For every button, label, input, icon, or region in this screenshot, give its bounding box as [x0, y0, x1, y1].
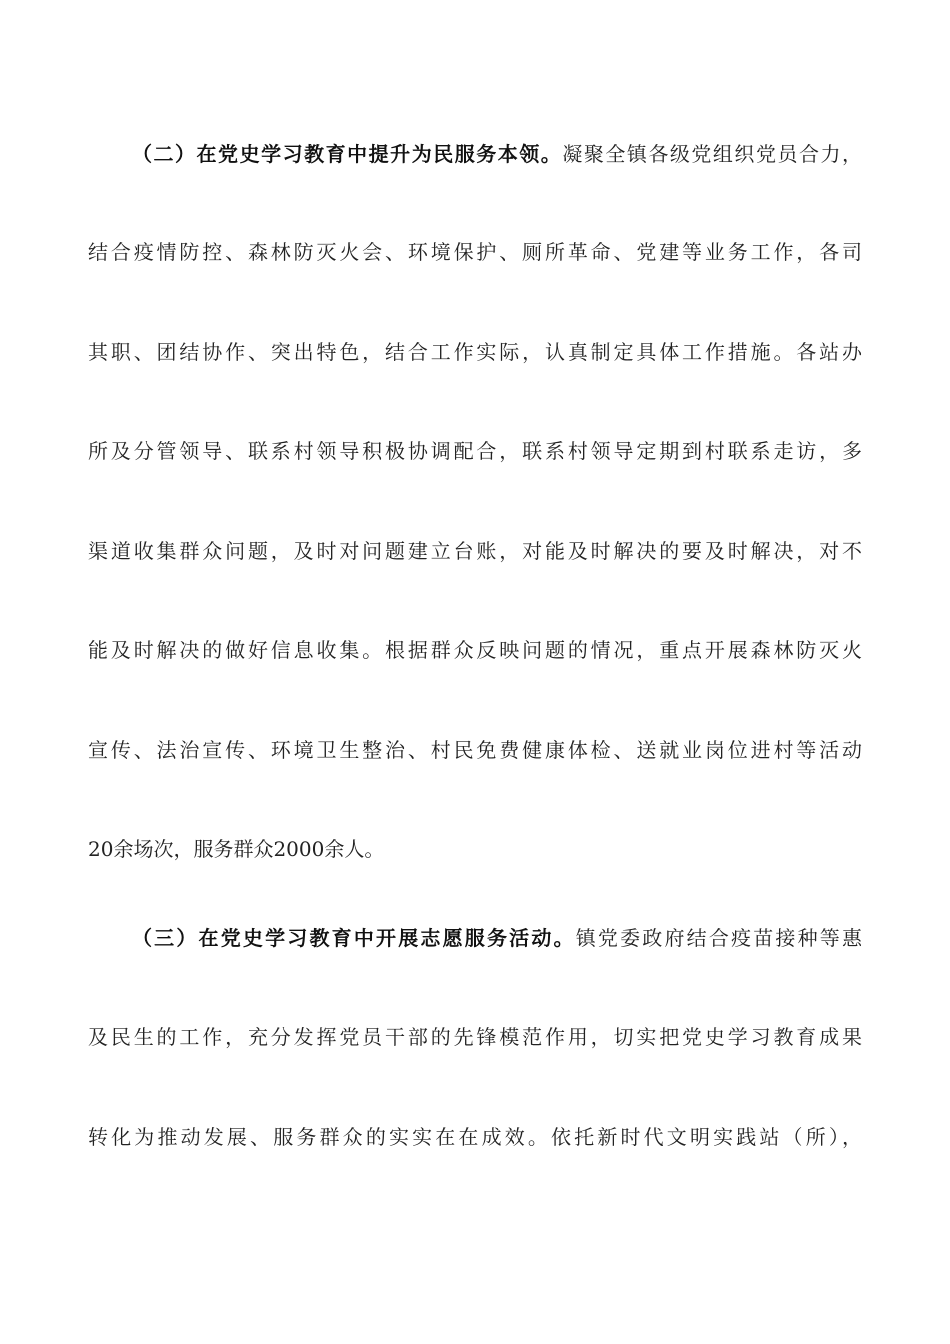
section-2-line-1 [132, 140, 862, 168]
section-2-line-4: 所及分管领导、联系村领导积极协调配合，联系村领导定期到村联系走访，多 [88, 439, 862, 463]
section-3-heading: （三）在党史学习教育中开展志愿服务活动。 [132, 926, 576, 950]
section-2-line-2: 结合疫情防控、森林防灭火会、环境保护、厕所革命、党建等业务工作，各司 [88, 240, 862, 264]
section-2-line-5: 渠道收集群众问题，及时对问题建立台账，对能及时解决的要及时解决，对不 [88, 539, 862, 563]
section-2-line-7: 宣传、法治宣传、环境卫生整治、村民免费健康体检、送就业岗位进村等活动 [88, 738, 862, 762]
section-3-text: 镇党委政府结合疫苗接种等惠 [575, 926, 862, 950]
section-2-line-3: 其职、团结协作、突出特色，结合工作实际，认真制定具体工作措施。各站办 [88, 340, 862, 364]
section-2-text: 凝聚全镇各级党组织党员合力， [562, 142, 863, 166]
section-3-line-1 [132, 924, 862, 952]
section-2-heading: （二）在党史学习教育中提升为民服务本领。 [132, 142, 563, 166]
section-2-line-8: 20余场次，服务群众2000余人。 [88, 837, 385, 861]
section-3-line-2: 及民生的工作，充分发挥党员干部的先锋模范作用，切实把党史学习教育成果 [88, 1025, 862, 1049]
section-3-line-3: 转化为推动发展、服务群众的实实在在成效。依托新时代文明实践站（所）， [88, 1125, 862, 1149]
section-2-line-6: 能及时解决的做好信息收集。根据群众反映问题的情况，重点开展森林防灭火 [88, 638, 862, 662]
